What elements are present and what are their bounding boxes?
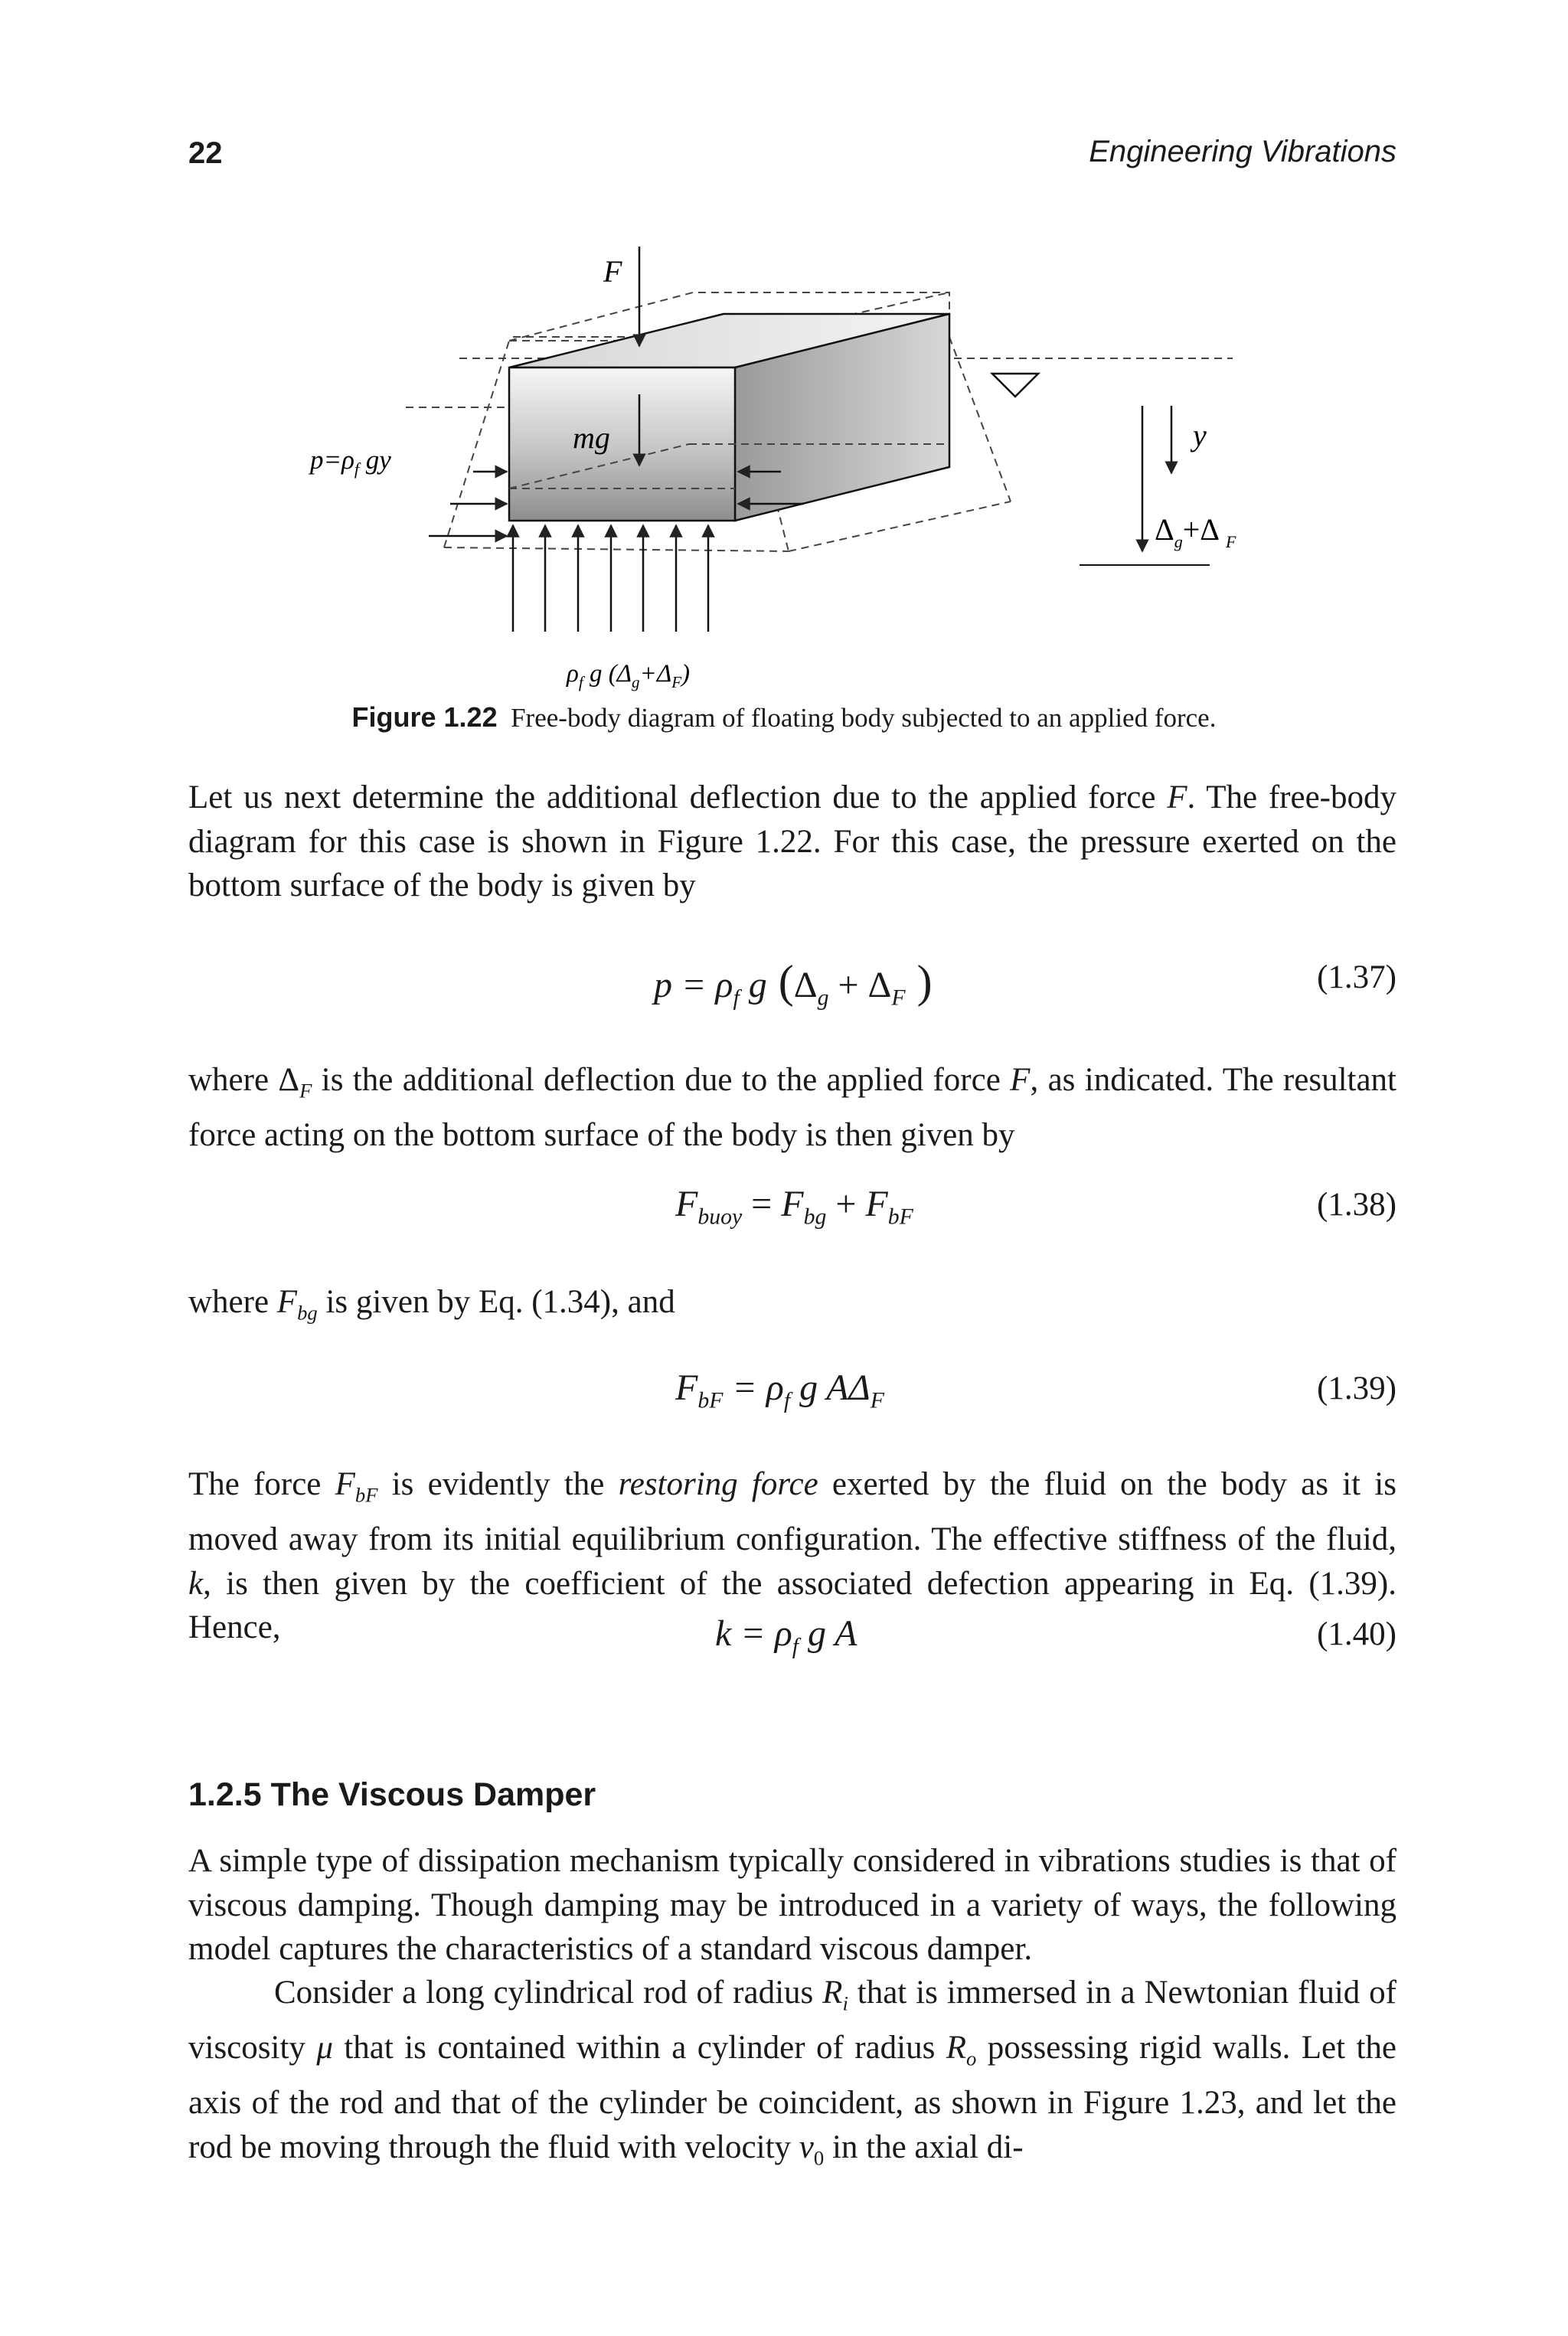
equation-number: (1.40) <box>1317 1616 1396 1652</box>
paragraph-applied-force: Let us next determine the additional deflection due to the applied force F. The free-body diagram for this case is shown in Figure 1.22. For this case, the pressure exerted on the bottom surface of the body is given by <box>188 779 1396 903</box>
free-body-diagram <box>291 245 1286 697</box>
paragraph-fbg: where $F_{bg}$ is given by Eq. (1.34), and <box>188 1284 675 1325</box>
paragraph-deflection: where $\Delta_F$ is the additional deflection due to the applied force F, as indicated. The resultant force acting on the bottom surface of the body is then given by <box>188 1062 1396 1154</box>
paragraph-cylindrical-rod: Consider a long cylindrical rod of radius $R_i$ that is immersed in a Newtonian fluid of viscosity μ that is contained within a cylinder of radius $R_o$ possessing rigid walls. Let the axis of the rod and that of the cylinder be coincident, as shown in Figure 1.23, and let the rod be moving through the fluid with velocity $v_0$ in the axial di- <box>188 1975 1396 2170</box>
paragraph-viscous-damping: A simple type of dissipation mechanism typically considered in vibrations studies is that of viscous damping. Though damping may be introduced in a variety of ways, the following model captures the characteristics of a standard viscous damper. <box>188 1843 1396 1967</box>
page-number: 22 <box>188 136 223 170</box>
paragraph-restoring-force: The force $F_{bF}$ is evidently the restoring force exerted by the fluid on the body as it is moved away from its initial equilibrium configuration. The effective stiffness of the fluid, k, is then given by the coefficient of the associated defection appearing in Eq. (1.39). Hence, <box>188 1466 1396 1646</box>
side-pressure-arrows-left <box>429 472 507 536</box>
equation-1-37: $p = \rho_f$ g ($\Delta_g + \Delta_F$ ) (1.37) <box>654 956 1396 1011</box>
equation-1-38: $F_{buoy} = F_{bg} + F_{bF}$ (1.38) <box>675 1184 1396 1230</box>
depth-label: y <box>1193 418 1207 452</box>
running-header-title: Engineering Vibrations <box>1089 135 1396 168</box>
equation-1-40: $k = \rho_f$ g A (1.40) <box>715 1613 1396 1659</box>
bottom-pressure-label: $\rho_f$ g $(\Delta_g+\Delta_F)$ <box>567 660 691 691</box>
figure-caption-text: Free-body diagram of floating body subjected to an applied force. <box>511 703 1217 733</box>
figure-caption-label: Figure 1.22 <box>351 701 498 733</box>
equation-number: (1.39) <box>1317 1371 1396 1407</box>
body-front-face <box>509 368 735 521</box>
floating-body <box>509 314 949 521</box>
deflection-label: $\Delta_g+\Delta$ $_F$ <box>1155 512 1236 551</box>
pressure-label: $p=\rho_f$ gy <box>310 445 391 479</box>
bottom-pressure-arrows <box>513 525 708 632</box>
free-surface-marker <box>992 374 1038 397</box>
equation-1-39: $F_{bF} = \rho_f$ g $A\Delta_F$ (1.39) <box>675 1367 1396 1413</box>
equation-number: (1.37) <box>1317 959 1396 995</box>
weight-label: mg <box>573 420 610 455</box>
figure-caption <box>0 701 1568 733</box>
section-heading: 1.2.5 The Viscous Damper <box>188 1776 596 1813</box>
equation-number: (1.38) <box>1317 1187 1396 1223</box>
force-label: F <box>603 254 622 289</box>
